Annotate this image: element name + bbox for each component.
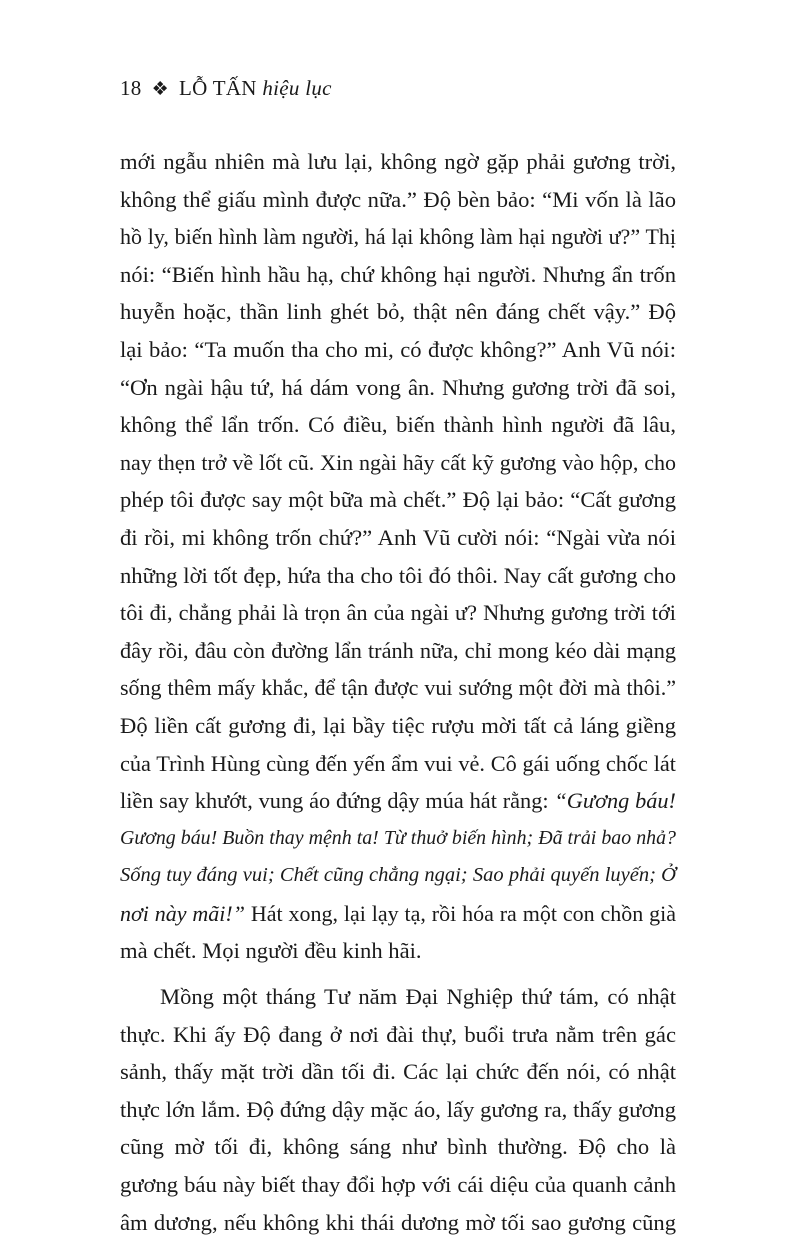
text-line: huyễn hoặc, thần linh ghét bỏ, thật nên đáng chết vậy.” Độ (120, 299, 676, 325)
text-line: những lời tốt đẹp, hứa tha cho tôi đó thôi. Nay cất gương cho (120, 562, 676, 588)
text-line: nay thẹn trở về lốt cũ. Xin ngài hãy cất kỹ gương vào hộp, cho (120, 449, 676, 475)
text-segment: Hát xong, lại lạy tạ, rồi hóa ra một con chồn già (244, 900, 676, 926)
text-line: sảnh, thấy mặt trời dần tối đi. Các lại chức đến nói, có nhật (120, 1059, 676, 1085)
text-line: tôi đi, chẳng phải là trọn ân của ngài ư? Nhưng gương trời tới (120, 600, 676, 626)
text-line: sống thêm mấy khắc, để tận được vui sướng một đời mà thôi.” (120, 675, 676, 701)
text-line: của Trình Hùng cùng đến yến ẩm vui vẻ. Cô gái uống chốc lát (120, 750, 676, 776)
text-line: thực lớn lắm. Độ đứng dậy mặc áo, lấy gương ra, thấy gương (120, 1096, 676, 1122)
text-line: Độ liền cất gương đi, lại bầy tiệc rượu mời tất cả láng giềng (120, 712, 676, 738)
text-line: không thể giấu mình được nữa.” Độ bèn bảo: “Mi vốn là lão (120, 186, 676, 212)
text-line: thực. Khi ấy Độ đang ở nơi đài thự, buổi trưa nằm trên gác (120, 1021, 676, 1047)
text-line: gương báu này biết thay đổi hợp với cái diệu của quanh cảnh (120, 1172, 676, 1198)
text-line: phép tôi được say một bữa mà chết.” Độ lại bảo: “Cất gương (120, 487, 676, 513)
text-line: nói: “Biến hình hầu hạ, chứ không hại người. Nhưng ẩn trốn (120, 261, 676, 287)
song-lyric: nơi này mãi!” (120, 900, 245, 926)
page-number: 18 (120, 76, 142, 100)
text-line (120, 857, 676, 895)
text-line: “Ơn ngài hậu tứ, há dám vong ân. Nhưng gương trời đã soi, (120, 374, 676, 400)
text-line: Mồng một tháng Tư năm Đại Nghiệp thứ tám, có nhật (160, 984, 676, 1010)
paragraph-2 (120, 978, 676, 1241)
text-line: hồ ly, biến hình làm người, há lại không làm hại người ư?” Thị (120, 224, 676, 250)
text-line: mà chết. Mọi người đều kinh hãi. (120, 938, 422, 964)
book-subtitle: hiệu lục (262, 76, 332, 100)
song-lyric: Sống tuy đáng vui; Chết cũng chẳng ngại; Sao phải quyến luyến; Ở (120, 864, 676, 887)
text-line: đi rồi, mi không trốn chứ?” Anh Vũ cười nói: “Ngài vừa nói (120, 524, 676, 550)
text-line: đây rồi, đâu còn đường lẩn tránh nữa, chỉ mong kéo dài mạng (120, 637, 676, 663)
text-line: mới ngẫu nhiên mà lưu lại, không ngờ gặp phải gương trời, (120, 149, 676, 174)
body-text (120, 143, 676, 1241)
paragraph-gap (120, 970, 676, 978)
paragraph-1 (120, 143, 676, 970)
text-line (120, 820, 676, 858)
text-line: lại bảo: “Ta muốn tha cho mi, có được không?” Anh Vũ nói: (120, 336, 676, 362)
running-header (120, 76, 332, 101)
text-line: không thể lẩn trốn. Có điều, biến thành hình người đã lâu, (120, 412, 676, 438)
book-title: LỖ TẤN (178, 76, 257, 100)
text-line (120, 782, 676, 820)
song-lyric: Gương báu! Buồn thay mệnh ta! Từ thuở biến hình; Đã trải bao nhả? (120, 826, 676, 849)
song-lyric: “Gương báu! (554, 788, 676, 814)
text-segment: liền say khướt, vung áo đứng dậy múa hát rằng: (120, 788, 555, 814)
text-line (120, 895, 676, 933)
text-line: âm dương, nếu không khi thái dương mờ tối sao gương cũng (120, 1209, 676, 1235)
ornament-icon: ❖ (151, 79, 169, 100)
text-line: cũng mờ tối đi, không sáng như bình thường. Độ cho là (120, 1134, 676, 1160)
